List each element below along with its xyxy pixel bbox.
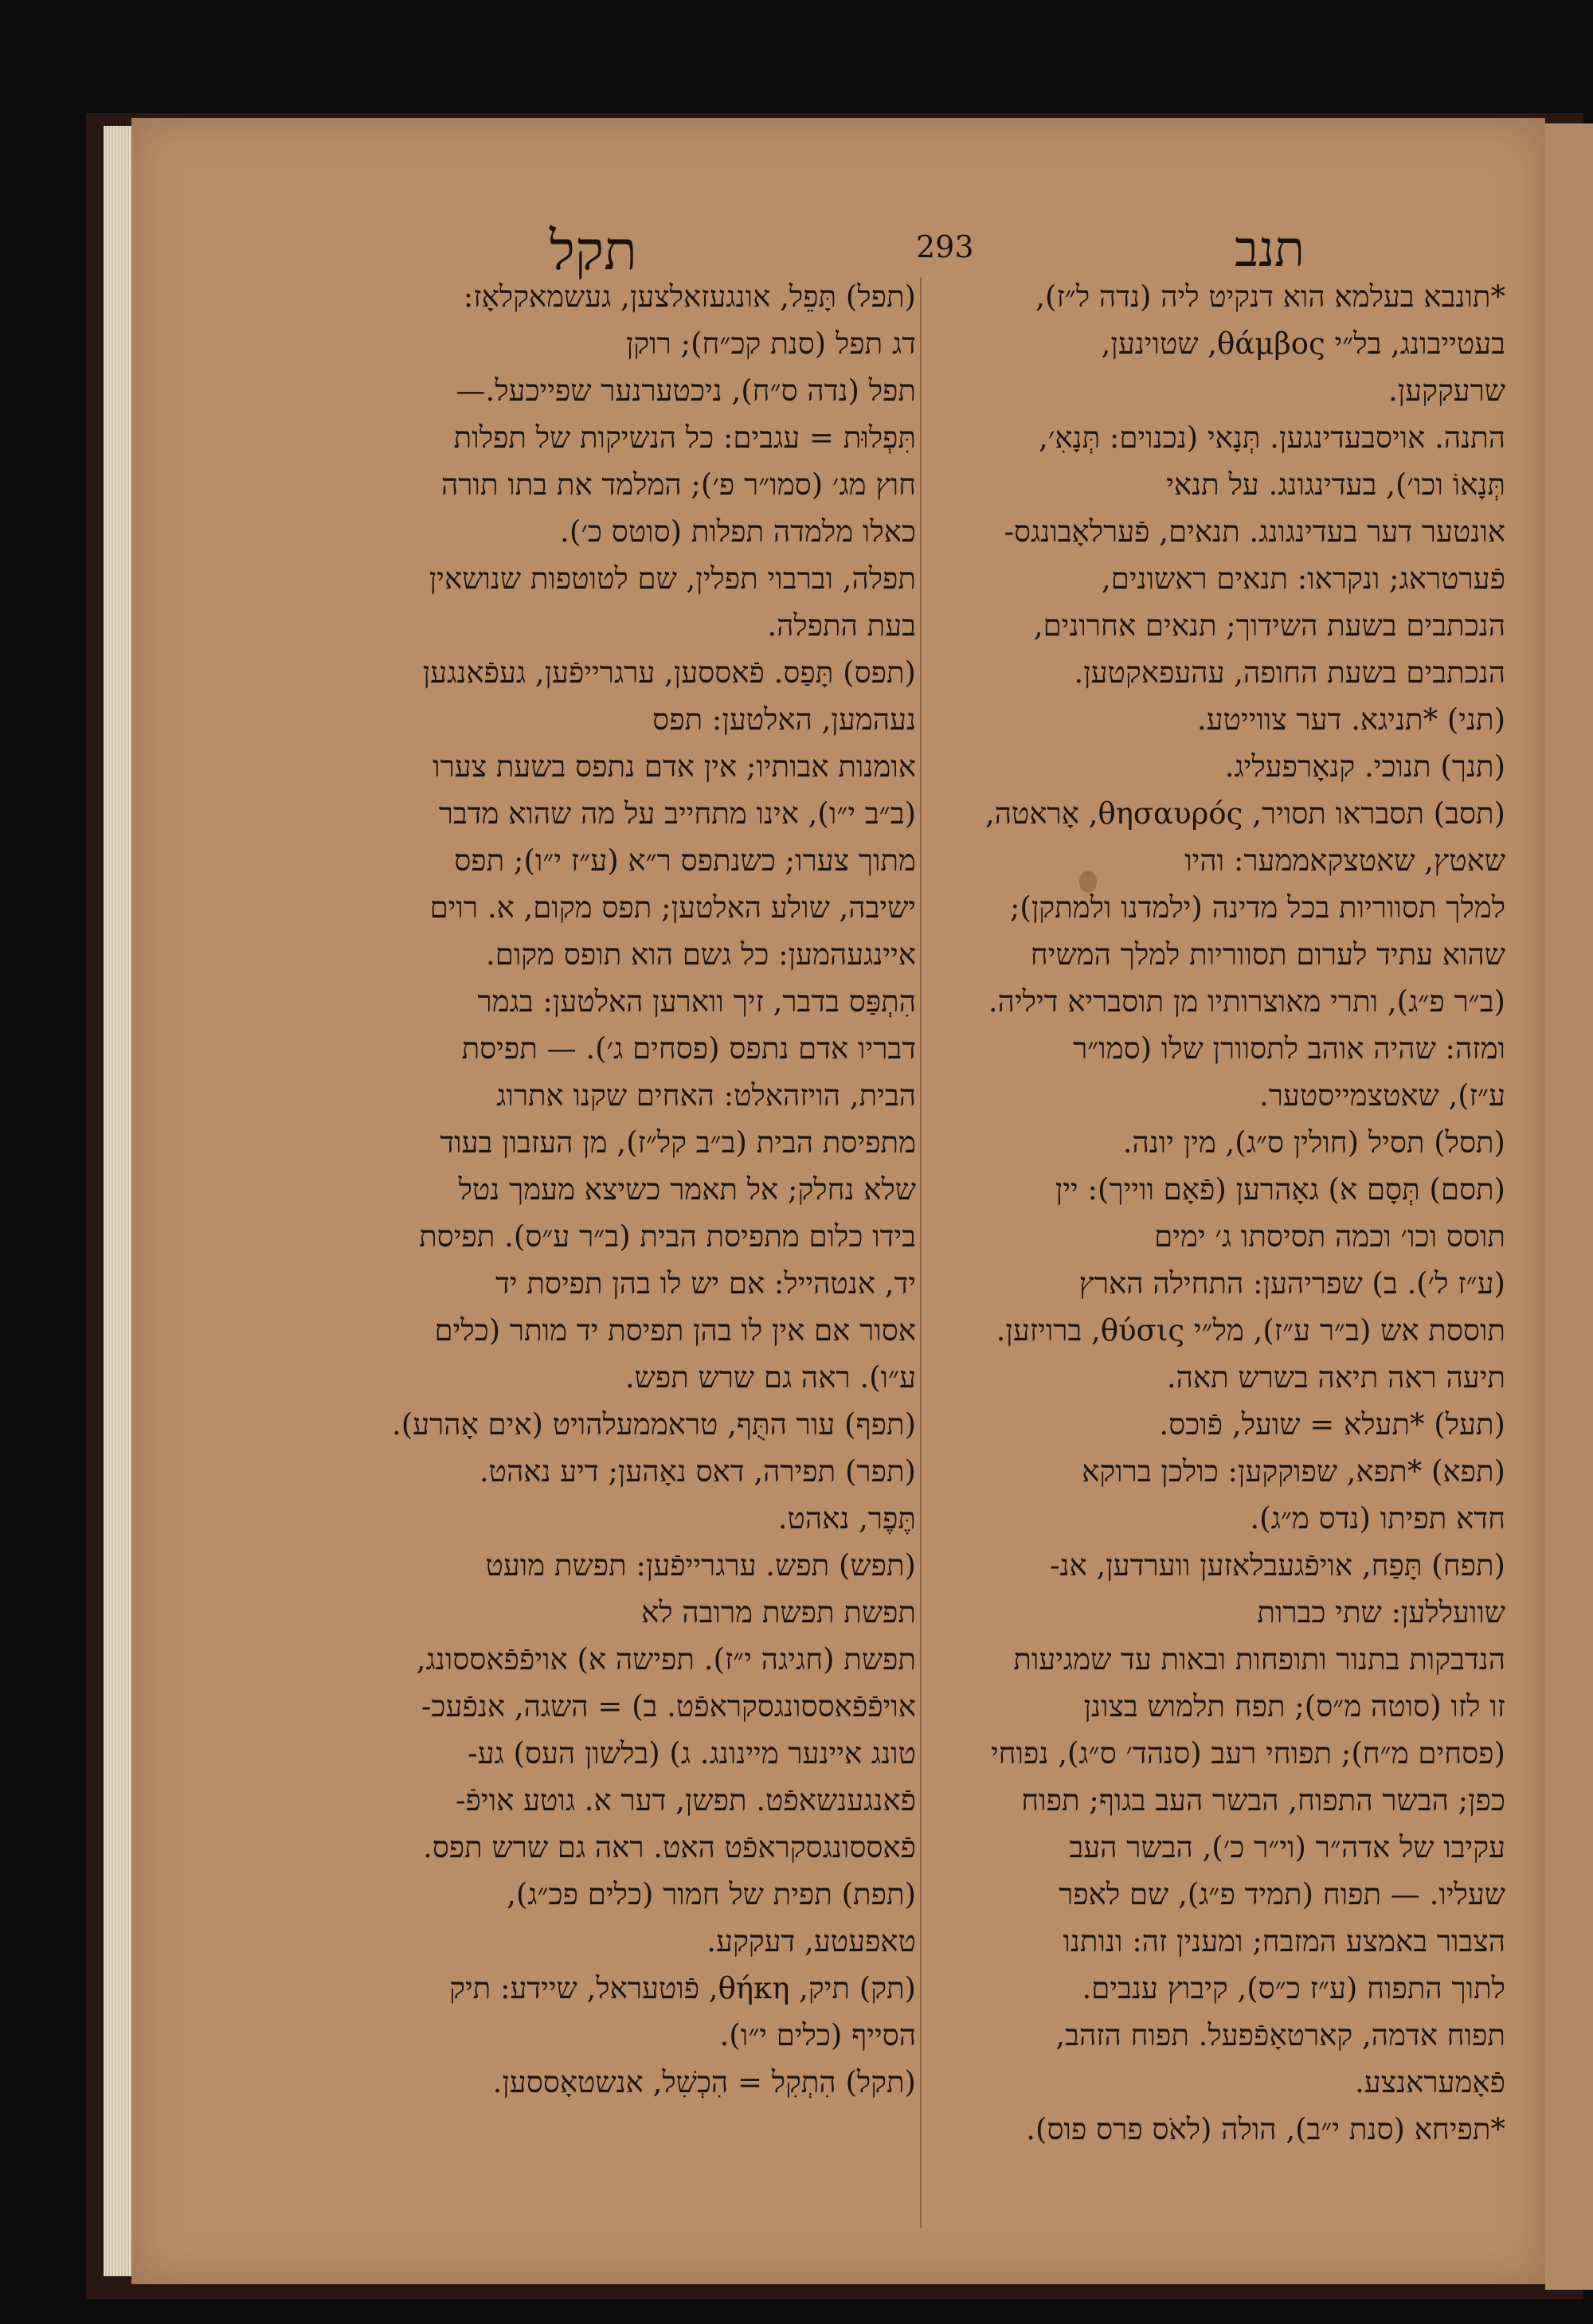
left-column [346,273,916,2232]
text-line: (תפר) תפירה, דאס נאָהען; דיע נאהט. [479,1454,916,1489]
text-line: תפשת (חגיגה י״ז). תפישה א) אויפֿפֿאססונג, [416,1642,916,1676]
text-line: כפן; הבשר התפוח, הבשר העב בגוף; תפוח [1021,1783,1505,1817]
text-line: (ב״ר פ״ג), ותרי מאוצרותיו מן תוסבריא דיליה. [988,984,1505,1019]
header-left-word: תקל [550,220,637,283]
paper-stain [1079,871,1097,893]
text-line: תְּנָאוֹ וכו׳), בעדינגונג. על תנאי [1166,468,1505,502]
text-line: תִּפְלוּת = עגבים: כל הנשיקות של תפלות [453,421,916,455]
text-line: תוסס וכו׳ וכמה תסיסתו ג׳ ימים [1154,1219,1505,1254]
text-line: שרעקקען. [1388,374,1505,408]
text-line: תפל (נדה ס״ח), ניכטערנער שפייכעל.— [456,374,916,408]
text-line: ע״ו). ראה גם שרש תפש. [624,1360,916,1395]
text-line: הנכתבים בשעת החופה, עהעפאקטען. [1074,655,1505,690]
text-line: (תפח) תָּפַח, אויפֿגעבלאזען ווערדען, אנ- [1049,1548,1505,1583]
text-line: (תסב) תסבראו תסויר, θησαυρός, אָראטה, [984,796,1505,831]
next-page-edge [1545,123,1593,2290]
text-line: פֿאנגענשאפֿט. תפשן, דער א. גוטע אויפֿ- [456,1783,916,1817]
text-line: (פסחים מ״ח); תפוחי רעב (סנהד׳ ס״ג), נפוחי [990,1736,1505,1770]
text-line: שוועללען: שתי כברות [1257,1595,1505,1630]
text-line: (תפף) עור התֻּף, טראממעלהויט (אים אָהרע). [391,1407,916,1442]
text-line: (תפס) תָּפַס. פֿאססען, ערגרייפֿען, געפֿאנגען [422,655,916,690]
text-line: דבריו אדם נתפס (פסחים ג׳). — תפיסת [461,1031,916,1066]
text-line: אונטער דער בעדינגונג. תנאים, פֿערלאָבונגס- [1004,514,1505,549]
text-line: בידו כלום מתפיסת הבית (ב״ר ע״ס). תפיסת [419,1219,916,1254]
text-line: אומנות אבותיו; אין אדם נתפס בשעת צערו [432,749,916,784]
text-line: חדא תפיתו (נדס מ״ג). [1250,1501,1505,1536]
text-line: דג תפל (סנת קכ״ח); רוקן [625,327,916,361]
text-line: למלך תסווריות בכל מדינה (ילמדנו ולמתקן); [1009,890,1505,925]
text-line: ישיבה, שולע האלטען; תפס מקום, א. רוים [429,890,916,925]
text-line: יד, אנטהייל: אם יש לו בהן תפיסת יד [495,1266,916,1301]
text-line: (תפש) תפש. ערגרייפֿען: תפשת מועט [485,1548,916,1583]
text-line: (תסם) תְּסָם א) גאָהרען (פֿאָם ווייך): יין [1055,1172,1505,1207]
text-line: (תק) תיק, θήκη, פֿוטעראל, שיידע: תיק [449,1971,916,2005]
text-line: (תפת) תפית של חמור (כלים פכ״ג), [507,1877,916,1911]
dictionary-page [131,118,1545,2284]
text-line: פֿאססונגסקראפֿט האט. ראה גם שרש תפס. [422,1830,916,1864]
text-line: שעליו. — תפוח (תמיד פ״ג), שם לאפר [1059,1877,1505,1911]
text-line: אסור אם אין לו בהן תפיסת יד מותר (כלים [434,1313,916,1348]
text-line: הִתְפַּס בדבר, זיך ווארען האלטען: בגמר [477,984,916,1019]
text-line: (ע״ז ל׳). ב) שפריהען: התחילה הארץ [1078,1266,1505,1301]
text-line: (תעל) *תעלא = שועל, פֿוכס. [1159,1407,1505,1442]
text-line: ע״ז), שאטצמייסטער. [1258,1078,1505,1113]
text-line: טאפעטע, דעקקע. [706,1924,916,1958]
text-line: (תנך) תנוכי. קנאָרפעליג. [1224,749,1505,784]
text-line: הנדבקות בתנור ותופחות ובאות עד שמגיעות [1013,1642,1505,1676]
text-line: אויפֿפֿאססונגסקראפֿט. ב) = השגה, אנפֿעכ- [421,1689,916,1723]
text-line: בעת התפלה. [767,608,916,643]
text-line: (תפל) תָּפֵל, אונגעזאלצען, געשמאקלאָז: [463,280,916,314]
header-right-word: תנב [1235,220,1305,278]
text-line: הסייף (כלים י״ו). [719,2018,916,2052]
text-line: (ב״ב י״ו), אינו מתחייב על מה שהוא מדבר [438,796,916,831]
text-line: פֿערטראג; ונקראו: תנאים ראשונים, [1101,561,1505,596]
text-line: כאלו מלמדה תפלות (סוטס כ׳). [560,514,916,549]
text-line: שלא נחלק; אל תאמר כשיצא מעמך נטל [458,1172,916,1207]
text-line: (תקל) הִתְקִל = הִכְשִׁל, אנשטאָססען. [492,2065,916,2099]
text-line: התנה. אויסבעדינגען. תְּנָאי (נכנוים: תְּנָאִ׳, [1039,421,1505,455]
text-line: איינגעהמען: כל גשם הוא תופס מקום. [485,937,916,972]
text-line: *תונבא בעלמא הוא דנקיט ליה (נדה ל״ז), [1035,280,1505,314]
text-line: פֿאָמעראנצע. [1355,2065,1505,2099]
text-line: ומזה: שהיה אוהב לתסוורן שלו (סמו״ר [1072,1031,1505,1066]
text-line: הבית, הויזהאלט: האחים שקנו אתרוג [496,1078,916,1113]
text-line: הצבור באמצע המזבח; ומענין זה: ונותנו [1063,1924,1505,1958]
text-line: הנכתבים בשעת השידוך; תנאים אחרונים, [1033,608,1505,643]
text-line: (תפא) *תפא, שפוקקען: כולכן ברוקא [1082,1454,1505,1489]
text-line: לתוך התפוח (ע״ז כ״ס), קיבוץ ענבים. [1082,1971,1505,2005]
text-line: טונג איינער מיינונג. ג) (בלשון העס) גע- [468,1736,916,1770]
text-line: *תפיחא (סנת י״ב), הולה (לאֹס פרס פוס). [1026,2112,1505,2146]
text-line: שהוא עתיד לערום תסווריות למלך המשיח [1030,937,1505,972]
text-line: תֶּפֶר, נאהט. [777,1501,916,1536]
column-divider [920,277,922,2228]
text-line: תיעה ראה תיאה בשרש תאה. [1166,1360,1505,1395]
text-line: תוססת אש (ב״ר ע״ז), מל״י θύσις, ברויזען. [996,1313,1505,1348]
text-line: נעהמען, האלטען: תפס [652,702,916,737]
text-line: בעטייבונג, בל״י θάμβος, שטוינען, [1101,327,1505,361]
page-number: 293 [916,229,974,264]
text-line: (תסל) תסיל (חולין ס״ג), מין יונה. [1122,1125,1505,1160]
text-line: תפשת תפשת מרובה לא [641,1595,916,1630]
right-column [936,273,1505,2232]
text-line: שאטץ, שאטצקאממער: והיו [1184,843,1505,878]
text-line: תפוח אדמה, קארטאָפֿפעל. תפוח הזהב, [1055,2018,1505,2052]
text-line: עקיבו של אדה״ר (וי״ר כ׳), הבשר העב [1069,1830,1505,1864]
text-line: (תני) *תניגא. דער צווייטע. [1196,702,1505,737]
text-line: מתפיסת הבית (ב״ב קל״ז), מן העזבון בעוד [440,1125,916,1160]
text-line: זו לזו (סוטה מ״ס); תפח תלמוש בצונן [1083,1689,1505,1723]
text-line: תפלה, וברבוי תפלין, שם לטוטפות שנושאין [429,561,916,596]
text-line: חוץ מג׳ (סמו״ר פ׳); המלמד את בתו תורה [441,468,916,502]
text-line: מתוך צערו; כשנתפס ר״א (ע״ז י״ו); תפס [454,843,916,878]
